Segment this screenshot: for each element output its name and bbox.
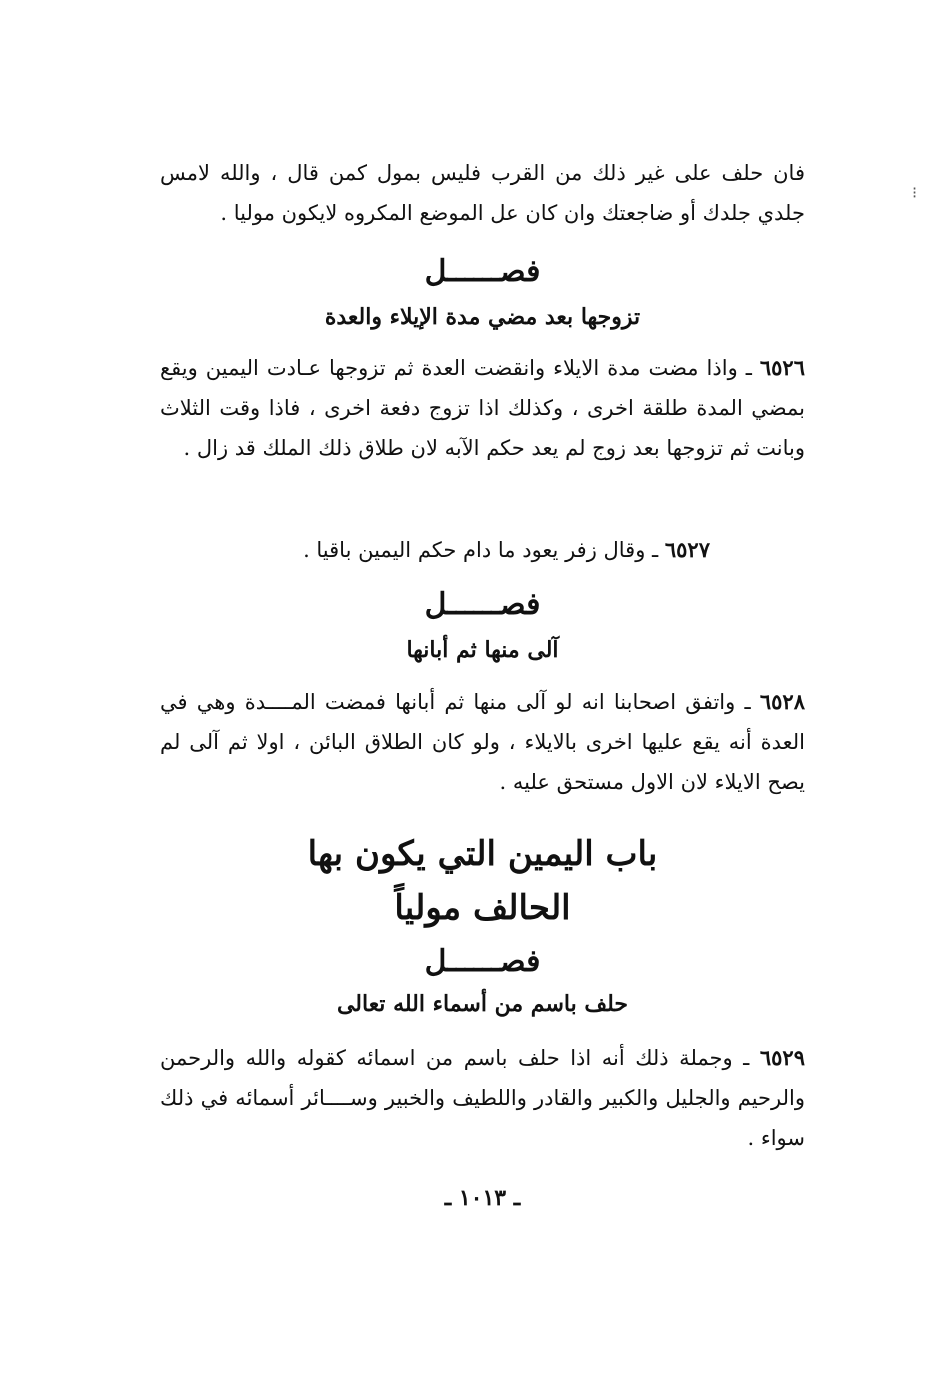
- paragraph-6528: [160, 682, 805, 802]
- paragraph-text: ـ واتفق اصحابنا انه لو آلى منها ثم أبانها فمضت المــــدة وهي في العدة أنه يقع عليها اخرى بالايلاء ، ولو كان الطلاق البائن ، اولا ثم آلى لم يصح الايلاء لان الاول مستحق عليه .: [160, 690, 805, 794]
- section-subheading: آلى منها ثم أبانها: [406, 637, 559, 663]
- paragraph-text: فان حلف على غير ذلك من القرب فليس بمول كمن قال ، والله لامس جلدي جلدك أو ضاجعتك وان كان عل الموضع المكروه لايكون موليا .: [160, 161, 805, 225]
- paragraph-number: ٦٥٢٩: [759, 1045, 805, 1070]
- section-subheading: حلف باسم من أسماء الله تعالى: [336, 991, 629, 1017]
- paragraph-6529: [160, 1038, 805, 1158]
- paragraph-6527: [160, 530, 805, 570]
- opening-paragraph: [160, 153, 805, 233]
- section-heading-fasl: فصــــــل: [424, 587, 541, 622]
- paragraph-number: ٦٥٢٦: [759, 355, 805, 380]
- page-number: ـ ١٠١٣ ـ: [444, 1185, 521, 1211]
- chapter-title-line-2: الحالف مولياً: [394, 888, 571, 928]
- section-heading-fasl: فصــــــل: [424, 944, 541, 979]
- paragraph-text: ـ وجملة ذلك أنه اذا حلف باسم من اسمائه كقوله والله والرحمن والرحيم والجليل والكبير والقادر واللطيف والخبير وســــائر أسمائه في ذلك سواء .: [160, 1046, 805, 1150]
- paragraph-6526: [160, 348, 805, 468]
- section-heading-fasl: فصــــــل: [424, 254, 541, 289]
- paragraph-text: ـ واذا مضت مدة الايلاء وانقضت العدة ثم تزوجها عـادت اليمين ويقع بمضي المدة طلقة اخرى ، وكذلك اذا تزوج دفعة اخرى ، فاذا وقت الثلاث وبانت ثم تزوجها بعد زوج لم يعد حكم الآبه لان طلاق ذلك الملك قد زال .: [160, 356, 805, 460]
- section-subheading: تزوجها بعد مضي مدة الإيلاء والعدة: [324, 304, 641, 330]
- chapter-title-line-1: باب اليمين التي يكون بها: [307, 834, 658, 874]
- paragraph-text: ـ وقال زفر يعود ما دام حكم اليمين باقيا .: [303, 538, 659, 562]
- paragraph-number: ٦٥٢٧: [664, 537, 710, 562]
- margin-mark: ⁝: [912, 183, 918, 202]
- paragraph-number: ٦٥٢٨: [759, 689, 805, 714]
